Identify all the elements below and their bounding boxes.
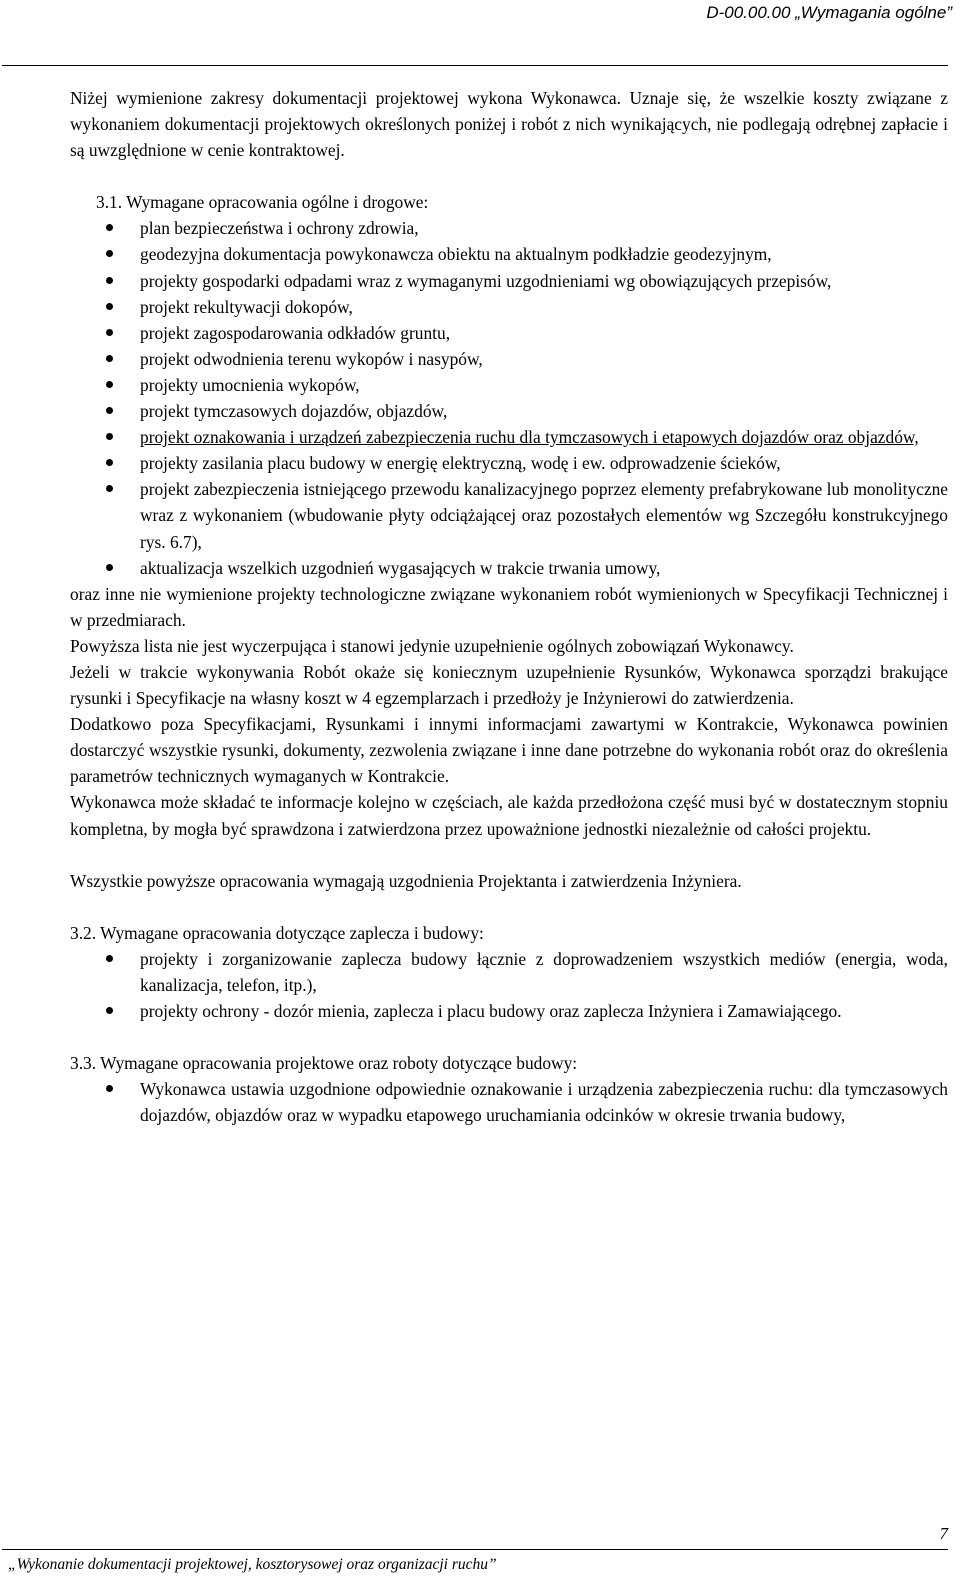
page-footer (0, 1524, 960, 1582)
page-number: 7 (939, 1524, 948, 1543)
section-3-3-heading: 3.3. Wymagane opracowania projektowe oraz roboty dotyczące budowy: (70, 1053, 578, 1074)
list-item: aktualizacja wszelkich uzgodnień wygasających w trakcie trwania umowy, (70, 555, 948, 581)
page-header: D-00.00.00 „Wymagania ogólne” (706, 3, 952, 22)
paragraph-additional: Dodatkowo poza Specyfikacjami, Rysunkami i innymi informacjami zawartymi w Kontrakcie, Wykonawca powinien dostarczyć wszystkie rysunki, dokumenty, zezwolenia związane i inne dane potrzebne do wykonania robót oraz do określenia parametrów technicznych wymaganych w Kontrakcie. (70, 714, 948, 787)
list-item: plan bezpieczeństwa i ochrony zdrowia, (70, 215, 948, 241)
section-3-3-list (70, 1076, 948, 1128)
underlined-text: projekt oznakowania i urządzeń zabezpieczenia ruchu dla tymczasowych i etapowych dojazdów oraz objazdów, (140, 427, 919, 448)
paragraph-other-projects: oraz inne nie wymienione projekty technologiczne związane wykonaniem robót wymienionych w Specyfikacji Technicznej i w przedmiarach. (70, 583, 948, 630)
list-item: projekt tymczasowych dojazdów, objazdów, (70, 398, 948, 424)
list-item-underlined (70, 424, 948, 450)
list-item: Wykonawca ustawia uzgodnione odpowiednie oznakowanie i urządzenia zabezpieczenia ruchu: dla tymczasowych dojazdów, objazdów oraz w wypadku etapowego uruchamiania odcinków w okresie trwania budowy, (70, 1076, 948, 1128)
footer-divider (2, 1549, 948, 1550)
paragraph-approval: Wszystkie powyższe opracowania wymagają uzgodnienia Projektanta i zatwierdzenia Inżyniera. (70, 870, 742, 891)
section-3-2-list (70, 946, 948, 1024)
list-item: projekty i zorganizowanie zaplecza budowy łącznie z doprowadzeniem wszystkich mediów (energia, woda, kanalizacja, telefon, itp.), (70, 946, 948, 998)
list-item: projekty zasilania placu budowy w energię elektryczną, wodę i ew. odprowadzenie ścieków, (70, 450, 948, 476)
list-item: projekty ochrony - dozór mienia, zaplecza i placu budowy oraz zaplecza Inżyniera i Zamawiającego. (70, 998, 948, 1024)
intro-paragraph: Niżej wymienione zakresy dokumentacji projektowej wykona Wykonawca. Uznaje się, że wszelkie koszty związane z wykonaniem dokumentacji projektowych określonych poniżej i robót z nich wynikających, nie podlegają odrębnej zapłacie i są uwzględnione w cenie kontraktowej. (70, 88, 948, 161)
list-item: projekt rekultywacji dokopów, (70, 294, 948, 320)
section-3-1-list (70, 215, 948, 580)
paragraph-drawings: Jeżeli w trakcie wykonywania Robót okaże się koniecznym uzupełnienie Rysunków, Wykonawca sporządzi brakujące rysunki i Specyfikacje na własny koszt w 4 egzemplarzach i przedłoży je Inżynierowi do zatwierdzenia. (70, 661, 948, 709)
list-item: projekty gospodarki odpadami wraz z wymaganymi uzgodnieniami wg obowiązujących przepisów, (70, 268, 948, 294)
document-body (70, 85, 948, 1128)
list-item: projekt zagospodarowania odkładów gruntu, (70, 320, 948, 346)
list-item: geodezyjna dokumentacja powykonawcza obiektu na aktualnym podkładzie geodezyjnym, (70, 241, 948, 267)
section-3-2-heading: 3.2. Wymagane opracowania dotyczące zaplecza i budowy: (70, 922, 484, 943)
list-item: projekt odwodnienia terenu wykopów i nasypów, (70, 346, 948, 372)
list-item: projekt zabezpieczenia istniejącego przewodu kanalizacyjnego poprzez elementy prefabrykowane lub monolityczne wraz z wykonaniem (wbudowanie płyty odciążającej oraz pozostałych elementów wg Szczegółu konstrukcyjnego rys. 6.7), (70, 476, 948, 554)
header-divider (2, 65, 948, 66)
section-3-1-heading: 3.1. Wymagane opracowania ogólne i drogowe: (96, 192, 429, 213)
list-item: projekty umocnienia wykopów, (70, 372, 948, 398)
paragraph-submission: Wykonawca może składać te informacje kolejno w częściach, ale każda przedłożona część musi być w dostatecznym stopniu kompletna, by mogła być sprawdzona i zatwierdzona przez upoważnione jednostki niezależnie od całości projektu. (70, 792, 948, 839)
footer-text: „Wykonanie dokumentacji projektowej, kosztorysowej oraz organizacji ruchu” (8, 1556, 497, 1573)
paragraph-list-note: Powyższa lista nie jest wyczerpująca i stanowi jedynie uzupełnienie ogólnych zobowiązań Wykonawcy. (70, 635, 794, 656)
